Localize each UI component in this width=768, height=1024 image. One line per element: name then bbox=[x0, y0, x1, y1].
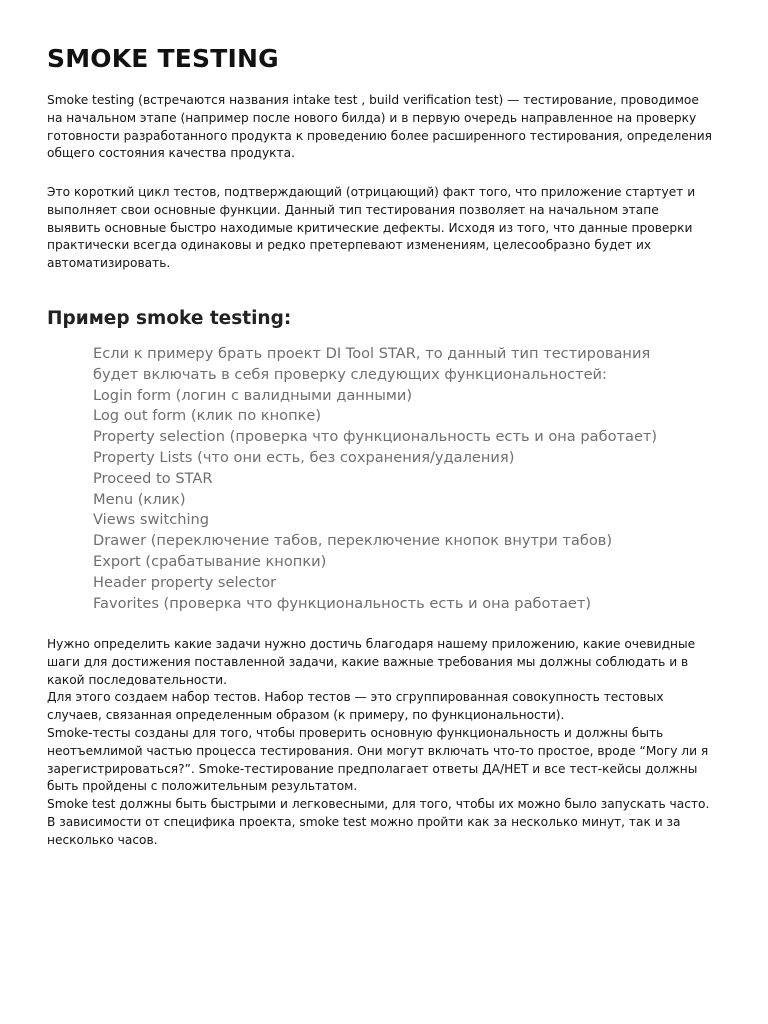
closing-line: быть пройдены с положительным результатом. bbox=[47, 779, 358, 794]
closing-line: какой последовательности. bbox=[47, 672, 227, 687]
closing-paragraph bbox=[47, 636, 737, 850]
closing-line: неотъемлимой частью процесса тестирования. Они могут включать что-то простое, вроде “Могу ли я bbox=[47, 743, 709, 758]
closing-line: зарегистрироваться?”. Smoke-тестирование предполагает ответы ДА/НЕТ и все тест-кейсы должны bbox=[47, 761, 698, 776]
example-heading: Пример smoke testing: bbox=[47, 308, 292, 329]
second-line: практически всегда одинаковы и редко претерпевают изменениям, целесообразно будет их bbox=[47, 238, 652, 253]
list-item: Если к примеру брать проект DI Tool STAR, то данный тип тестирования bbox=[93, 345, 651, 362]
closing-line: шаги для достижения поставленной задачи, какие важные требования мы должны соблюдать и в bbox=[47, 654, 689, 669]
second-line: автоматизировать. bbox=[47, 256, 171, 271]
second-line: выполняет свои основные функции. Данный тип тестирования позволяет на начальном этапе bbox=[47, 202, 659, 217]
list-item: Login form (логин с валидными данными) bbox=[93, 386, 413, 404]
intro-line: общего состояния качества продукта. bbox=[47, 146, 295, 161]
second-line: Это короткий цикл тестов, подтверждающий (отрицающий) факт того, что приложение стартует и bbox=[47, 185, 696, 199]
closing-line: Нужно определить какие задачи нужно достичь благодаря нашему приложению, какие очевидные bbox=[47, 637, 696, 651]
closing-line: Для этого создаем набор тестов. Набор тестов — это сгруппированная совокупность тестовых bbox=[47, 690, 664, 705]
list-item: Proceed to STAR bbox=[93, 469, 213, 487]
closing-line: Smoke-тесты созданы для того, чтобы проверить основную функциональность и должны быть bbox=[47, 725, 664, 740]
second-paragraph bbox=[47, 184, 737, 273]
intro-paragraph bbox=[47, 92, 737, 163]
document-title: SMOKE TESTING bbox=[47, 44, 279, 73]
list-item: Views switching bbox=[93, 511, 210, 529]
closing-line: случаев, связанная определенным образом (к примеру, по функциональности). bbox=[47, 708, 565, 723]
list-item: Export (срабатывание кнопки) bbox=[93, 552, 327, 570]
example-list bbox=[93, 344, 733, 614]
list-item: Property Lists (что они есть, без сохранения/удаления) bbox=[93, 448, 515, 466]
intro-line: готовности разработанного продукта к проведению более расширенного тестирования, определения bbox=[47, 128, 712, 143]
second-line: выявить основные быстро находимые критические дефекты. Исходя из того, что данные проверки bbox=[47, 220, 693, 235]
closing-line: Smoke test должны быть быстрыми и легковесными, для того, чтобы их можно было запускать часто. bbox=[47, 797, 710, 812]
closing-line: В зависимости от специфика проекта, smoke test можно пройти как за несколько минут, так и за bbox=[47, 814, 681, 829]
list-item: будет включать в себя проверку следующих функциональностей: bbox=[93, 365, 607, 383]
closing-line: несколько часов. bbox=[47, 832, 158, 847]
list-item: Log out form (клик по кнопке) bbox=[93, 407, 322, 425]
list-item: Favorites (проверка что функциональность есть и она работает) bbox=[93, 594, 592, 612]
list-item: Header property selector bbox=[93, 573, 277, 591]
list-item: Property selection (проверка что функциональность есть и она работает) bbox=[93, 428, 658, 446]
list-item: Drawer (переключение табов, переключение кнопок внутри табов) bbox=[93, 532, 613, 550]
intro-line: Smoke testing (встречаются названия intake test , build verification test) — тестирование, проводимое bbox=[47, 93, 699, 107]
list-item: Menu (клик) bbox=[93, 490, 186, 508]
intro-line: на начальном этапе (например после нового билда) и в первую очередь направленное на проверку bbox=[47, 110, 697, 125]
